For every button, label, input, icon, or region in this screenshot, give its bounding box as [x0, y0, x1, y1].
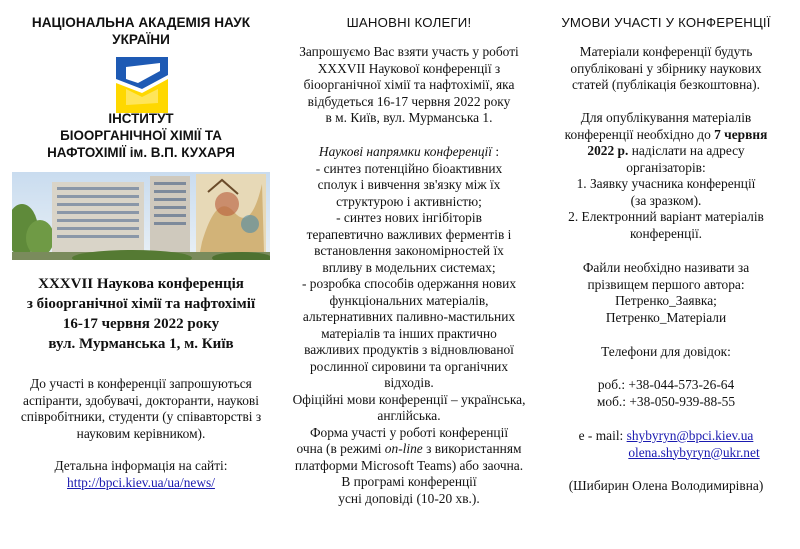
institute-logo	[112, 55, 172, 115]
file-naming-text	[540, 260, 792, 326]
conference-line: з біоорганічної хімії та нафтохімії	[26, 296, 256, 312]
invite-line: співробітники, студенти (у співавторстві з	[20, 409, 262, 424]
files-line: прізвищем першого автора:	[587, 276, 745, 292]
languages-line: Офіційні мови конференції – українська,	[292, 391, 526, 407]
institute-line: ІНСТИТУТ	[108, 111, 174, 126]
intro-line: XXXVII Наукової конференції з	[317, 60, 501, 76]
email-link-2[interactable]: olena.shybyryn@ukr.net	[628, 444, 760, 460]
direction-line: альтернативних паливно-мастильних	[302, 309, 516, 324]
invite-line: До участі в конференції запрошуються	[30, 376, 252, 391]
email-link-1[interactable]: shybyryn@bpci.kiev.ua	[626, 428, 754, 443]
files-line: Файли необхідно називати за	[582, 260, 750, 275]
directions-label: Наукові напрямки конференції	[318, 144, 492, 159]
publish-line: статей (публікація безкоштовна).	[571, 77, 760, 92]
deadline-text	[540, 110, 792, 242]
form-online: on-line	[384, 441, 423, 456]
right-panel	[540, 0, 792, 549]
requirement-item: 2. Електронний варіант матеріалів	[568, 209, 764, 224]
conference-line: вул. Мурманська 1, м. Київ	[48, 336, 234, 352]
intro-text	[280, 44, 538, 127]
academy-line: НАЦІОНАЛЬНА АКАДЕМІЯ НАУК	[31, 15, 251, 30]
conference-line: XXXVII Наукова конференція	[38, 276, 244, 292]
conditions-heading: УМОВИ УЧАСТІ У КОНФЕРЕНЦІЇ	[561, 15, 771, 30]
direction-line: сполук і вивчення зв'язку між їх	[317, 177, 501, 192]
institute-name	[10, 110, 272, 161]
direction-line: рослинної сировини та органічних	[309, 358, 509, 374]
deadline-line: Для опублікування матеріалів	[580, 110, 752, 125]
institute-line: НАФТОХІМІЇ ім. В.П. КУХАРЯ	[47, 145, 235, 160]
greeting-heading: ШАНОВНІ КОЛЕГИ!	[346, 15, 472, 30]
directions-colon: :	[491, 144, 500, 159]
phone-mobile: моб.: +38-050-939-88-55	[596, 393, 736, 409]
invite-line: науковим керівником).	[76, 425, 206, 441]
form-line: Форма участі у роботі конференції	[309, 424, 509, 440]
email-label: e - mail:	[578, 428, 627, 443]
direction-line: встановлення закономірностей їх	[314, 243, 504, 258]
intro-line: Запрошуємо Вас взяти участь у роботі	[299, 44, 519, 59]
requirement-item: 1. Заявку учасника конференції	[576, 176, 756, 191]
languages-line: англійська.	[377, 408, 441, 423]
left-panel	[10, 0, 272, 549]
program-line: В програмі конференції	[341, 474, 477, 489]
files-line: Петренко_Заявка;	[615, 293, 717, 308]
phones-block	[540, 377, 792, 410]
direction-line: функціональних матеріалів,	[329, 292, 489, 308]
direction-line: - синтез нових інгібіторів	[336, 210, 482, 225]
files-line: Петренко_Матеріали	[605, 309, 727, 325]
publish-line: опубліковані у збірнику наукових	[570, 60, 762, 76]
conference-line: 16-17 червня 2022 року	[62, 316, 220, 332]
website-link[interactable]: http://bpci.kiev.ua/ua/news/	[67, 474, 215, 490]
direction-line: - синтез потенційно біоактивних	[315, 160, 503, 176]
requirement-item: конференції.	[629, 225, 703, 241]
direction-line: - розробка способів одержання нових	[301, 276, 517, 291]
program-line: усні доповіді (10-20 хв.).	[338, 490, 480, 506]
middle-panel	[280, 0, 538, 549]
conference-title	[10, 274, 272, 354]
invite-line: аспіранти, здобувачі, докторанти, наукові	[23, 392, 259, 408]
email-block	[540, 428, 792, 461]
form-line: платформи Microsoft Teams) або заочна.	[294, 457, 524, 473]
publish-text	[540, 44, 792, 94]
deadline-text-part: надіслати на адресу	[628, 143, 745, 158]
direction-line: матеріалів та інших практично	[321, 325, 497, 341]
direction-line: структурою і активністю;	[336, 193, 482, 209]
direction-line: впливу в модельних системах;	[322, 259, 496, 275]
intro-line: відбудеться 16-17 червня 2022 року	[307, 93, 511, 109]
direction-line: відходів.	[384, 375, 434, 390]
phone-work: роб.: +38-044-573-26-64	[597, 377, 735, 392]
details-block	[10, 458, 272, 491]
contact-person: (Шибирин Олена Володимирівна)	[568, 478, 764, 493]
deadline-date: 7 червня	[714, 126, 768, 142]
institute-building-photo	[12, 172, 270, 260]
publish-line: Матеріали конференції будуть	[579, 44, 753, 59]
intro-line: в м. Київ, вул. Мурманська 1.	[325, 110, 493, 125]
academy-line: УКРАЇНИ	[112, 32, 170, 47]
deadline-text-part: конференції необхідно до	[564, 126, 715, 142]
requirement-item: (за зразком).	[630, 192, 702, 208]
form-text: з використанням	[422, 441, 522, 456]
invitation-text	[10, 376, 272, 442]
intro-line: біоорганічної хімії та нафтохімії, яка	[303, 77, 515, 92]
institute-line: БІООРГАНІЧНОЇ ХІМІЇ ТА	[60, 128, 222, 143]
details-label: Детальна інформація на сайті:	[54, 458, 228, 473]
direction-line: терапевтично важливих ферментів і	[306, 226, 512, 242]
academy-title	[10, 14, 272, 48]
deadline-year: 2022 р.	[587, 143, 629, 158]
deadline-line: організаторів:	[626, 159, 706, 175]
phones-label: Телефони для довідок:	[601, 344, 731, 359]
directions-block	[280, 144, 538, 507]
form-text: очна (в режимі	[296, 441, 385, 456]
direction-line: важливих продуктів з відновлюваної	[304, 342, 514, 357]
